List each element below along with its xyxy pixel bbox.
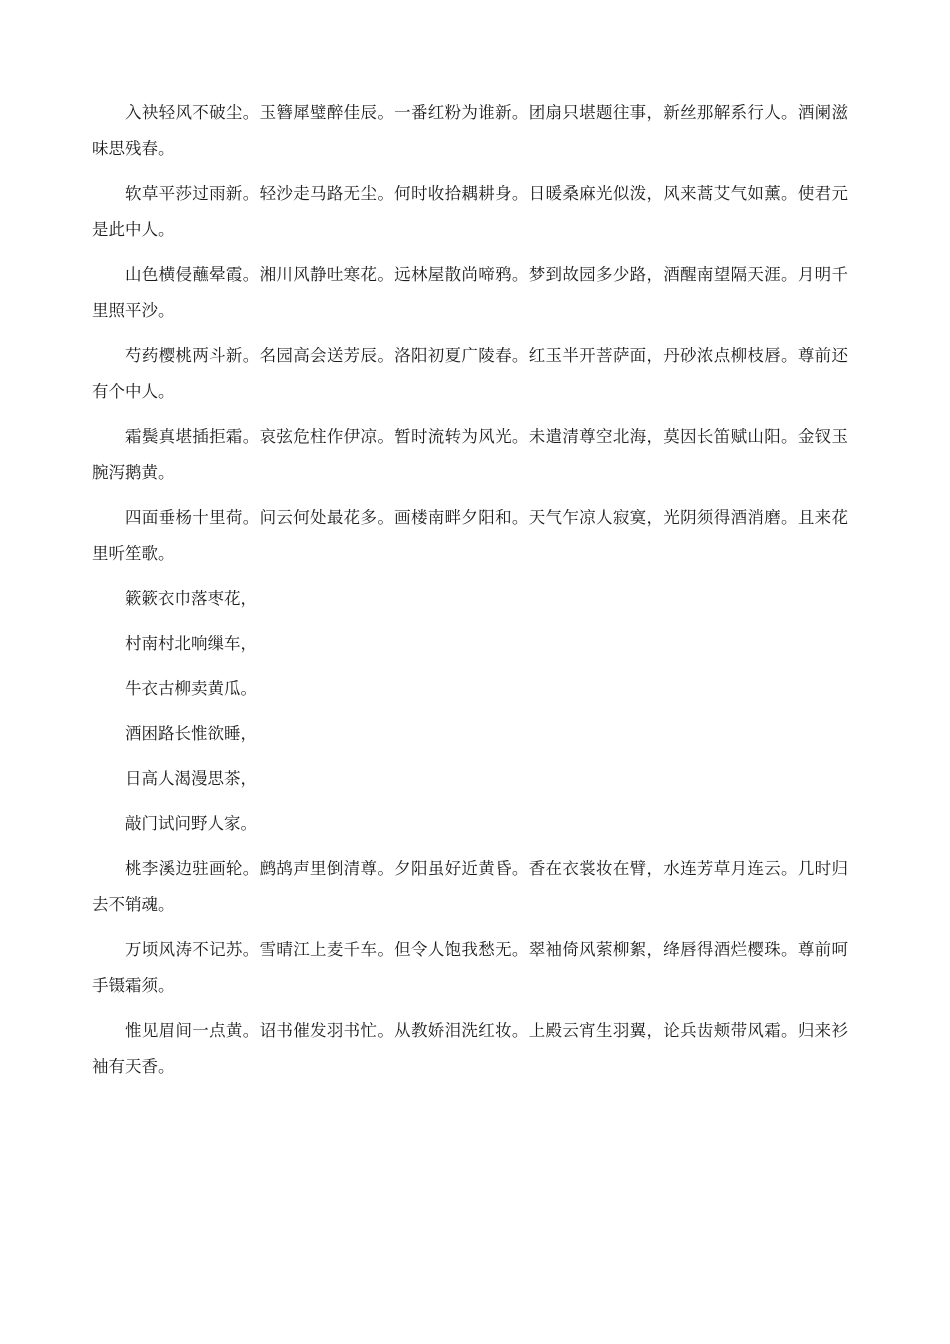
paragraph-6: 四面垂杨十里荷。问云何处最花多。画楼南畔夕阳和。天气乍凉人寂寞，光阴须得酒消磨。且来花里听笙歌。 bbox=[92, 508, 848, 563]
verse-line-1: 簌簌衣巾落枣花， bbox=[125, 589, 257, 608]
verse-line-5: 日高人渴漫思茶， bbox=[125, 769, 257, 788]
verse-line-4: 酒困路长惟欲睡， bbox=[125, 724, 257, 743]
paragraph-9: 惟见眉间一点黄。诏书催发羽书忙。从教娇泪洗红妆。上殿云宵生羽翼，论兵齿颊带风霜。归来衫袖有天香。 bbox=[92, 1021, 848, 1076]
paragraph-4: 芍药樱桃两斗新。名园高会送芳辰。洛阳初夏广陵春。红玉半开菩萨面，丹砂浓点柳枝唇。尊前还有个中人。 bbox=[92, 346, 848, 401]
paragraph-3: 山色横侵蘸晕霞。湘川风静吐寒花。远林屋散尚啼鸦。梦到故园多少路，酒醒南望隔天涯。月明千里照平沙。 bbox=[92, 265, 848, 320]
verse-line-6: 敲门试问野人家。 bbox=[125, 814, 257, 833]
paragraph-8: 万顷风涛不记苏。雪晴江上麦千车。但令人饱我愁无。翠袖倚风萦柳絮，绛唇得酒烂樱珠。尊前呵手镊霜须。 bbox=[92, 940, 848, 995]
paragraph-5: 霜鬓真堪插拒霜。哀弦危柱作伊凉。暂时流转为风光。未遣清尊空北海，莫因长笛赋山阳。金钗玉腕泻鹅黄。 bbox=[92, 427, 848, 482]
paragraph-7: 桃李溪边驻画轮。鹧鸪声里倒清尊。夕阳虽好近黄昏。香在衣裳妆在臂，水连芳草月连云。几时归去不销魂。 bbox=[92, 859, 848, 914]
verse-line-3: 牛衣古柳卖黄瓜。 bbox=[125, 679, 257, 698]
document-body bbox=[92, 95, 848, 1094]
paragraph-1: 入袂轻风不破尘。玉簪犀璧醉佳辰。一番红粉为谁新。团扇只堪题往事，新丝那解系行人。酒阑滋味思残春。 bbox=[92, 103, 848, 158]
paragraph-2: 软草平莎过雨新。轻沙走马路无尘。何时收拾耦耕身。日暖桑麻光似泼，风来蒿艾气如薰。使君元是此中人。 bbox=[92, 184, 848, 239]
verse-line-2: 村南村北响缫车， bbox=[125, 634, 257, 653]
